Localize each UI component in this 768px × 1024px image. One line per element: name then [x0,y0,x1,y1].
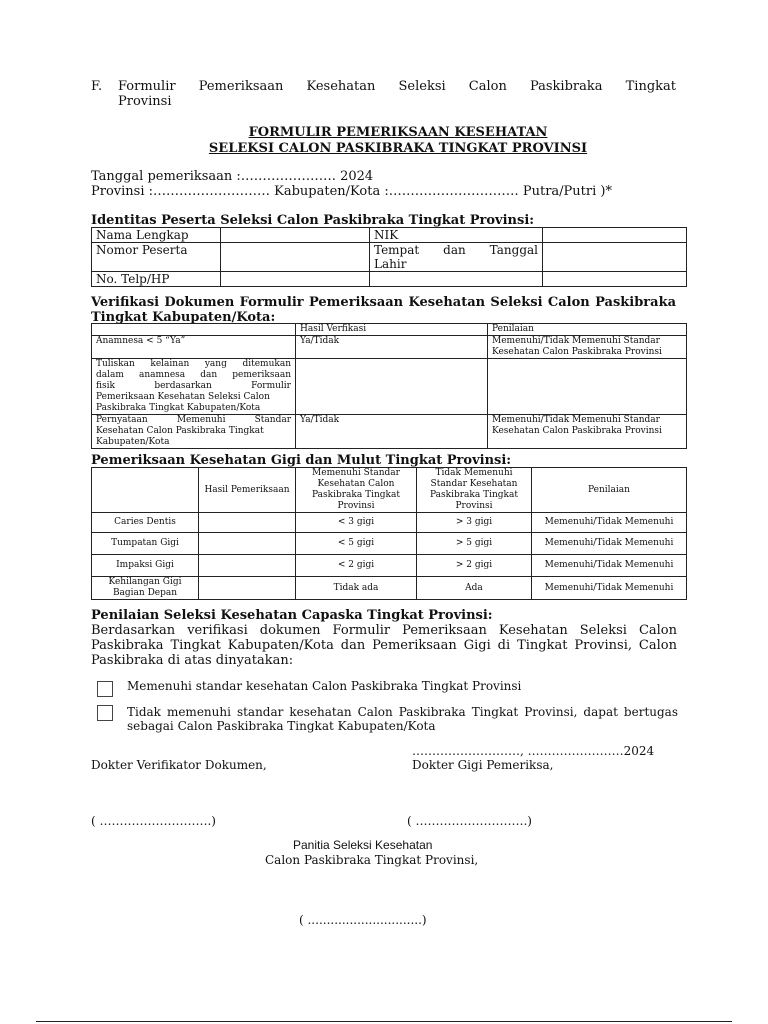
label-telp: No. Telp/HP [92,272,221,287]
label-tempat-lahir-line1: Tempat dan Tanggal [374,243,538,257]
gigi-row-memenuhi: < 5 gigi [296,533,417,555]
gigi-row-penilaian[interactable]: Memenuhi/Tidak Memenuhi [532,533,687,555]
penilaian-heading: Penilaian Seleksi Kesehatan Capaska Tingkat Provinsi: [91,608,493,623]
signature-bottom[interactable]: ( ..............................) [299,913,427,927]
gigi-header-memenuhi: Memenuhi Standar Kesehatan Calon Paskibraka Tingkat Provinsi [296,468,417,513]
form-title-line1: FORMULIR PEMERIKSAAN KESEHATAN [248,125,548,140]
penilaian-line2: Kesehatan Calon Paskibraka Provinsi [492,426,662,436]
gigi-header-tidak-memenuhi: Tidak Memenuhi Standar Kesehatan Paskibraka Tingkat Provinsi [417,468,532,513]
value-nama[interactable] [221,228,370,243]
empty-cell [543,272,687,287]
gigi-header-penilaian: Penilaian [532,468,687,513]
penilaian-line1: Memenuhi/Tidak Memenuhi Standar [492,415,660,425]
gigi-row-memenuhi: < 2 gigi [296,555,417,577]
option-tidak-memenuhi-line2: sebagai Calon Paskibraka Tingkat Kabupaten/Kota [127,719,436,733]
gigi-row-hasil[interactable] [199,555,296,577]
pernyataan-line2: Kesehatan Calon Paskibraka Tingkat [96,426,264,436]
penilaian-para-line2: Paskibraka Tingkat Kabupaten/Kota dan Pemeriksaan Gigi di Tingkat Provinsi, Calon [91,638,677,653]
bottom-divider [36,1021,732,1022]
panitia-line1: Panitia Seleksi Kesehatan [293,838,433,852]
value-telp[interactable] [221,272,370,287]
row-anamnesa-penilaian[interactable] [488,336,687,359]
kelainan-line1: Tuliskan kelainan yang ditemukan [96,359,291,369]
section-heading-line1: Formulir Pemeriksaan Kesehatan Seleksi Calon Paskibraka Tingkat [118,79,676,94]
row-pernyataan-hasil[interactable]: Ya/Tidak [296,415,488,449]
gigi-row-label: Impaksi Gigi [92,555,199,577]
gigi-row-penilaian[interactable]: Memenuhi/Tidak Memenuhi [532,555,687,577]
dokter-gigi-label: Dokter Gigi Pemeriksa, [412,758,554,772]
value-nik[interactable] [543,228,687,243]
identitas-table [91,227,687,287]
gigi-row-label: Kehilangan Gigi Bagian Depan [92,577,199,600]
gigi-row-hasil[interactable] [199,577,296,600]
penilaian-para-line3: Paskibraka di atas dinyatakan: [91,653,294,668]
gigi-row-penilaian[interactable]: Memenuhi/Tidak Memenuhi [532,513,687,533]
gigi-header-empty [92,468,199,513]
row-kelainan-label [92,359,296,415]
label-nama: Nama Lengkap [92,228,221,243]
gigi-row [92,513,687,533]
row-kelainan-penilaian[interactable] [488,359,687,415]
gigi-row-hasil[interactable] [199,533,296,555]
checkbox-memenuhi[interactable] [97,681,113,697]
gigi-row-tidak: > 5 gigi [417,533,532,555]
label-tempat-lahir-line2: Lahir [374,257,407,271]
checkbox-tidak-memenuhi[interactable] [97,705,113,721]
header-empty [92,324,296,336]
gigi-row-memenuhi: Tidak ada [296,577,417,600]
panitia-line2: Calon Paskibraka Tingkat Provinsi, [265,853,479,867]
kelainan-line3: fisik berdasarkan Formulir [96,381,291,391]
penilaian-line1: Memenuhi/Tidak Memenuhi Standar [492,336,660,346]
value-nomor-peserta[interactable] [221,243,370,272]
gigi-header-hasil: Hasil Pemeriksaan [199,468,296,513]
row-pernyataan-penilaian[interactable] [488,415,687,449]
kelainan-line2: dalam anamnesa dan pemeriksaan [96,370,291,380]
gigi-table [91,467,687,600]
label-nik: NIK [370,228,543,243]
verifikasi-heading-line2: Tingkat Kabupaten/Kota: [91,310,276,325]
gigi-row-tidak: > 3 gigi [417,513,532,533]
form-title-line2: SELEKSI CALON PASKIBRAKA TINGKAT PROVINSI [208,141,588,156]
section-letter: F. [91,79,103,94]
penilaian-para-line1: Berdasarkan verifikasi dokumen Formulir Pemeriksaan Kesehatan Seleksi Calon [91,623,677,638]
header-penilaian: Penilaian [488,324,687,336]
signature-right[interactable]: ( ……………………….) [407,814,532,828]
verifikasi-heading-line1: Verifikasi Dokumen Formulir Pemeriksaan Kesehatan Seleksi Calon Paskibraka [91,295,676,310]
empty-cell [370,272,543,287]
gigi-heading: Pemeriksaan Kesehatan Gigi dan Mulut Tingkat Provinsi: [91,453,512,468]
kelainan-line4: Pemeriksaan Kesehatan Seleksi Calon [96,392,270,402]
gigi-row [92,533,687,555]
row-anamnesa-hasil[interactable]: Ya/Tidak [296,336,488,359]
label-tempat-lahir [370,243,543,272]
gigi-row-hasil[interactable] [199,513,296,533]
dokter-verifikator-label: Dokter Verifikator Dokumen, [91,758,267,772]
option-memenuhi-label: Memenuhi standar kesehatan Calon Paskibraka Tingkat Provinsi [127,679,522,693]
row-kelainan-hasil[interactable] [296,359,488,415]
signature-left[interactable]: ( ……………………….) [91,814,216,828]
gigi-row-memenuhi: < 3 gigi [296,513,417,533]
gigi-row-tidak: > 2 gigi [417,555,532,577]
header-hasil-verifikasi: Hasil Verfikasi [296,324,488,336]
gigi-row [92,577,687,600]
option-tidak-memenuhi-line1: Tidak memenuhi standar kesehatan Calon Paskibraka Tingkat Provinsi, dapat bertugas [127,705,678,719]
identitas-heading: Identitas Peserta Seleksi Calon Paskibraka Tingkat Provinsi: [91,213,535,228]
pernyataan-line3: Kabupaten/Kota [96,437,170,447]
gigi-row-penilaian[interactable]: Memenuhi/Tidak Memenuhi [532,577,687,600]
gigi-row-label: Tumpatan Gigi [92,533,199,555]
gigi-row-tidak: Ada [417,577,532,600]
tanggal-pemeriksaan: Tanggal pemeriksaan :…………………. 2024 [91,169,374,184]
label-nomor-peserta: Nomor Peserta [92,243,221,272]
kelainan-line5: Paskibraka Tingkat Kabupaten/Kota [96,403,261,413]
penilaian-line2: Kesehatan Calon Paskibraka Provinsi [492,347,662,357]
provinsi-kabupaten-line: Provinsi :……………………… Kabupaten/Kota :………………………… Putra/Putri )* [91,184,612,199]
verifikasi-table [91,323,687,449]
gigi-row [92,555,687,577]
pernyataan-line1: Pernyataan Memenuhi Standar [96,415,291,425]
section-heading-line2: Provinsi [118,94,172,109]
row-anamnesa-label: Anamnesa < 5 “Ya” [92,336,296,359]
value-tempat-lahir[interactable] [543,243,687,272]
gigi-row-label: Caries Dentis [92,513,199,533]
row-pernyataan-label [92,415,296,449]
signature-date-line[interactable]: ………………………, ……………………2024 [412,744,655,758]
